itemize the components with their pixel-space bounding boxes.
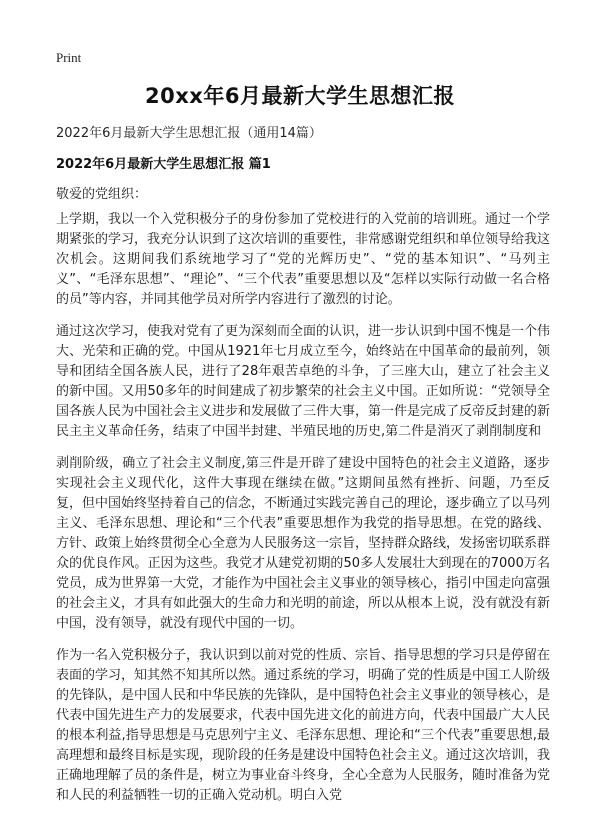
body-paragraph: 剥削阶级，确立了社会主义制度,第三件是开辟了建设中国特色的社会主义道路，逐步实现社会主义现代化，这件大事现在继续在做。”这期间虽然有挫折、问题，乃至反复，但中国始终坚持着自己的信念，不断通过实践完善自己的理论，逐步确立了以马列主义、毛泽东思想、理论和“三个代表”重要思想作为我党的指导思想。在党的路线、方针、政策上始终贯彻全心全意为人民服务这一宗旨，坚持群众路线，发扬密切联系群众的优良作风。正因为这些。我党才从建党初期的50多人发展壮大到现在的7000万名党员，成为世界第一大党，才能作为中国社会主义事业的领导核心，指引中国走向富强的社会主义，才具有如此强大的生命力和光明的前途，所以从根本上说，没有就没有新中国，没有领导，就没有现代中国的一切。 (56, 456, 551, 631)
body-paragraph: 作为一名入党积极分子，我认识到以前对党的性质、宗旨、指导思想的学习只是停留在表面的学习，知其然不知其所以然。通过系统的学习，明确了党的性质是中国工人阶级的先锋队，是中国人民和中华民族的先锋队，是中国特色社会主义事业的领导核心，是代表中国先进生产力的发展要求，代表中国先进文化的前进方向，代表中国最广大人民的根本利益,指导思想是马克思列宁主义、毛泽东思想、理论和“三个代表”重要思想,最高理想和最终目标是实现，现阶段的任务是建设中国特色社会主义。通过这次培训，我正确地理解了员的条件是，树立为事业奋斗终身，全心全意为人民服务，随时准备为党和人民的利益牺牲一切的正确入党动机。明白入党 (56, 648, 551, 803)
page-title: 20xx年6月最新大学生思想汇报 (145, 84, 455, 108)
body-paragraph: 上学期，我以一个入党积极分子的身份参加了党校进行的入党前的培训班。通过一个学期紧张的学习，我充分认识到了这次培训的重要性，非常感谢党组织和单位领导给我这次机会。这期间我们系统地学习了“党的光辉历史”、“党的基本知识”、“马列主义”、“毛泽东思想”、“理论”、“三个代表”重要思想以及“怎样以实际行动做一名合格的员”等内容，并同其他学员对所学内容进行了激烈的讨论。 (56, 212, 551, 307)
body-paragraph: 通过这次学习，使我对党有了更为深刻而全面的认识，进一步认识到中国不愧是一个伟大、光荣和正确的党。中国从1921年七月成立至今，始终站在中国革命的最前列，领导和团结全国各族人民，进行了28年艰苦卓绝的斗争，了三座大山，建立了社会主义的新中国。又用50多年的时间建成了初步繁荣的社会主义中国。正如所说：“党领导全国各族人民为中国社会主义进步和发展做了三件大事，第一件是完成了反帝反封建的新民主主义革命任务，结束了中国半封建、半殖民地的历史,第二件是消灭了剥削制度和 (56, 324, 551, 439)
document-subtitle: 2022年6月最新大学生思想汇报（通用14篇） (56, 126, 322, 141)
print-link[interactable]: Print (56, 50, 82, 65)
salutation: 敬爱的党组织： (56, 187, 148, 202)
section-heading: 2022年6月最新大学生思想汇报 篇1 (56, 157, 271, 172)
article-body (56, 210, 550, 818)
